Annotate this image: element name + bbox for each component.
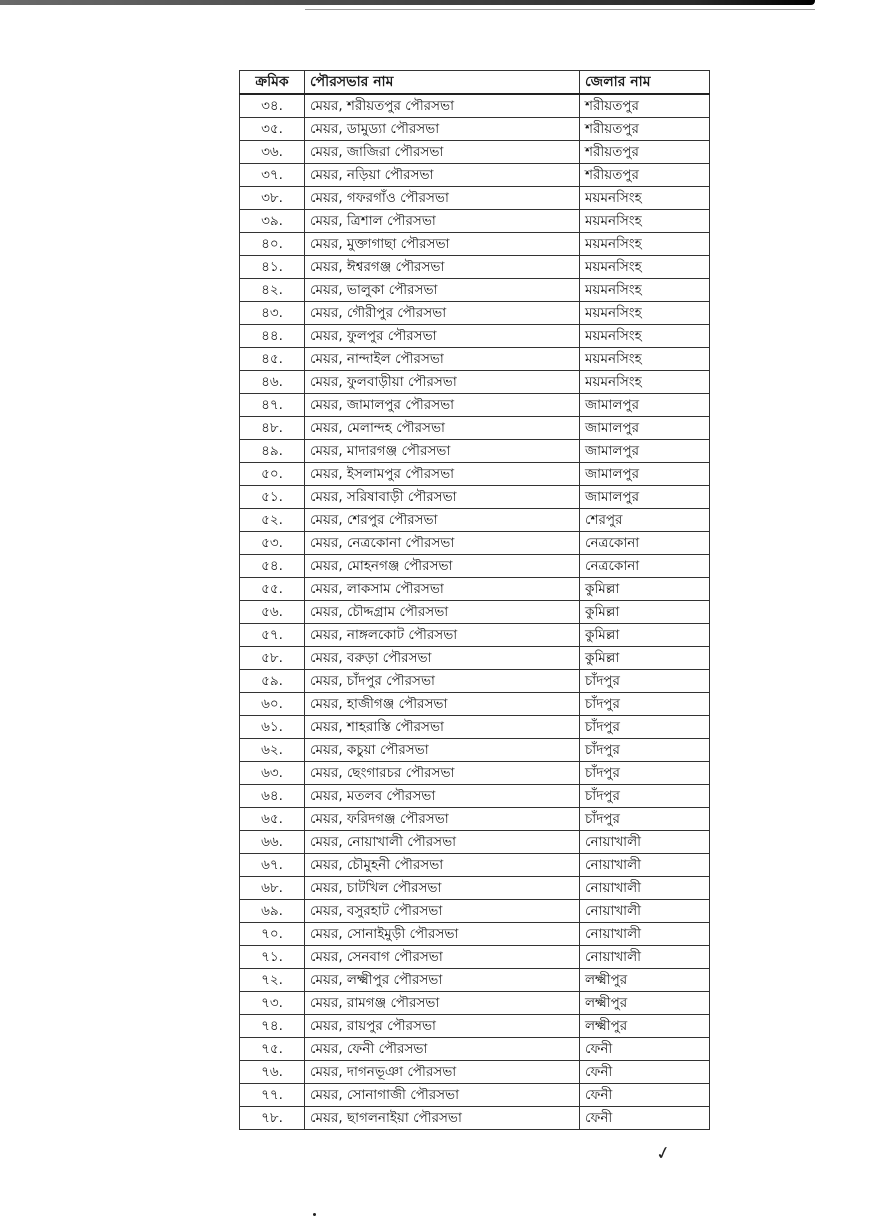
municipality-table — [239, 70, 710, 1130]
row-municipality-name: মেয়র, চৌমুহনী পৌরসভা — [305, 854, 580, 877]
table-row — [240, 94, 710, 118]
table-row — [240, 578, 710, 601]
row-municipality-name: মেয়র, মোহনগঞ্জ পৌরসভা — [305, 555, 580, 578]
row-serial: ৪৭. — [240, 394, 305, 417]
row-serial: ৫৩. — [240, 532, 305, 555]
row-district-name: নোয়াখালী — [580, 923, 710, 946]
row-municipality-name: মেয়র, সরিষাবাড়ী পৌরসভা — [305, 486, 580, 509]
row-district-name: লক্ষ্মীপুর — [580, 969, 710, 992]
row-district-name: ময়মনসিংহ — [580, 279, 710, 302]
row-serial: ৩৬. — [240, 141, 305, 164]
row-serial: ৬৯. — [240, 900, 305, 923]
table-header-row — [240, 71, 710, 95]
row-municipality-name: মেয়র, ফেনী পৌরসভা — [305, 1038, 580, 1061]
row-municipality-name: মেয়র, মেলান্দহ পৌরসভা — [305, 417, 580, 440]
table-row — [240, 831, 710, 854]
table-row — [240, 923, 710, 946]
row-municipality-name: মেয়র, বসুরহাট পৌরসভা — [305, 900, 580, 923]
table-row — [240, 1084, 710, 1107]
row-municipality-name: মেয়র, বরুড়া পৌরসভা — [305, 647, 580, 670]
row-district-name: ময়মনসিংহ — [580, 210, 710, 233]
row-serial: ৪৯. — [240, 440, 305, 463]
row-serial: ৭৩. — [240, 992, 305, 1015]
table-row — [240, 233, 710, 256]
row-municipality-name: মেয়র, চাটখিল পৌরসভা — [305, 877, 580, 900]
row-serial: ৭৭. — [240, 1084, 305, 1107]
table-row — [240, 394, 710, 417]
row-district-name: ময়মনসিংহ — [580, 325, 710, 348]
table-row — [240, 532, 710, 555]
table-row — [240, 1038, 710, 1061]
row-serial: ৬৩. — [240, 762, 305, 785]
row-district-name: জামালপুর — [580, 463, 710, 486]
table-row — [240, 118, 710, 141]
row-municipality-name: মেয়র, সেনবাগ পৌরসভা — [305, 946, 580, 969]
row-serial: ৬৪. — [240, 785, 305, 808]
row-district-name: চাঁদপুর — [580, 693, 710, 716]
table-row — [240, 210, 710, 233]
row-district-name: চাঁদপুর — [580, 808, 710, 831]
row-serial: ৪৪. — [240, 325, 305, 348]
row-municipality-name: মেয়র, শরীয়তপুর পৌরসভা — [305, 94, 580, 118]
table-row — [240, 440, 710, 463]
row-serial: ৫১. — [240, 486, 305, 509]
row-district-name: ফেনী — [580, 1107, 710, 1130]
row-district-name: ময়মনসিংহ — [580, 371, 710, 394]
table-row — [240, 486, 710, 509]
header-municipality-name: পৌরসভার নাম — [305, 71, 580, 95]
row-serial: ৪৩. — [240, 302, 305, 325]
row-municipality-name: মেয়র, দাগনভূঞা পৌরসভা — [305, 1061, 580, 1084]
row-serial: ৬৫. — [240, 808, 305, 831]
row-district-name: শরীয়তপুর — [580, 94, 710, 118]
table-row — [240, 670, 710, 693]
row-serial: ৪১. — [240, 256, 305, 279]
row-district-name: জামালপুর — [580, 394, 710, 417]
row-district-name: শেরপুর — [580, 509, 710, 532]
table-row — [240, 509, 710, 532]
row-district-name: জামালপুর — [580, 440, 710, 463]
row-municipality-name: মেয়র, মাদারগঞ্জ পৌরসভা — [305, 440, 580, 463]
row-serial: ৭৪. — [240, 1015, 305, 1038]
row-district-name: চাঁদপুর — [580, 762, 710, 785]
table-row — [240, 141, 710, 164]
row-serial: ৩৮. — [240, 187, 305, 210]
table-row — [240, 601, 710, 624]
row-serial: ৫৮. — [240, 647, 305, 670]
row-municipality-name: মেয়র, গফরগাঁও পৌরসভা — [305, 187, 580, 210]
table-row — [240, 417, 710, 440]
table-row — [240, 325, 710, 348]
row-district-name: নেত্রকোনা — [580, 555, 710, 578]
row-serial: ৩৫. — [240, 118, 305, 141]
row-municipality-name: মেয়র, ঈশ্বরগঞ্জ পৌরসভা — [305, 256, 580, 279]
table-row — [240, 348, 710, 371]
row-serial: ৪৫. — [240, 348, 305, 371]
row-municipality-name: মেয়র, মুক্তাগাছা পৌরসভা — [305, 233, 580, 256]
row-district-name: নোয়াখালী — [580, 854, 710, 877]
table-row — [240, 463, 710, 486]
table-row — [240, 716, 710, 739]
row-district-name: ময়মনসিংহ — [580, 233, 710, 256]
row-district-name: নোয়াখালী — [580, 946, 710, 969]
row-serial: ৭০. — [240, 923, 305, 946]
row-district-name: জামালপুর — [580, 486, 710, 509]
table-row — [240, 624, 710, 647]
row-municipality-name: মেয়র, নেত্রকোনা পৌরসভা — [305, 532, 580, 555]
row-serial: ৫০. — [240, 463, 305, 486]
row-municipality-name: মেয়র, হাজীগঞ্জ পৌরসভা — [305, 693, 580, 716]
row-municipality-name: মেয়র, নড়িয়া পৌরসভা — [305, 164, 580, 187]
row-serial: ৭২. — [240, 969, 305, 992]
top-thin-rule — [305, 9, 815, 10]
row-serial: ৩৭. — [240, 164, 305, 187]
row-serial: ৫৬. — [240, 601, 305, 624]
table-row — [240, 555, 710, 578]
row-serial: ৪০. — [240, 233, 305, 256]
row-district-name: শরীয়তপুর — [580, 141, 710, 164]
table-row — [240, 693, 710, 716]
row-serial: ৫৯. — [240, 670, 305, 693]
row-serial: ৫৪. — [240, 555, 305, 578]
row-municipality-name: মেয়র, ইসলামপুর পৌরসভা — [305, 463, 580, 486]
table-row — [240, 256, 710, 279]
row-district-name: লক্ষ্মীপুর — [580, 1015, 710, 1038]
table-row — [240, 992, 710, 1015]
row-district-name: কুমিল্লা — [580, 647, 710, 670]
row-municipality-name: মেয়র, কচুয়া পৌরসভা — [305, 739, 580, 762]
row-district-name: নেত্রকোনা — [580, 532, 710, 555]
row-district-name: কুমিল্লা — [580, 624, 710, 647]
row-serial: ৬২. — [240, 739, 305, 762]
row-municipality-name: মেয়র, নাঙ্গলকোট পৌরসভা — [305, 624, 580, 647]
table-row — [240, 808, 710, 831]
row-municipality-name: মেয়র, রায়পুর পৌরসভা — [305, 1015, 580, 1038]
row-municipality-name: মেয়র, চৌদ্দগ্রাম পৌরসভা — [305, 601, 580, 624]
table-row — [240, 302, 710, 325]
row-municipality-name: মেয়র, ফুলপুর পৌরসভা — [305, 325, 580, 348]
table-row — [240, 785, 710, 808]
row-municipality-name: মেয়র, ফুলবাড়ীয়া পৌরসভা — [305, 371, 580, 394]
row-district-name: নোয়াখালী — [580, 900, 710, 923]
row-district-name: চাঁদপুর — [580, 670, 710, 693]
row-serial: ৭৫. — [240, 1038, 305, 1061]
table-row — [240, 946, 710, 969]
tick-mark: ✓ — [653, 1141, 674, 1166]
row-municipality-name: মেয়র, লক্ষ্মীপুর পৌরসভা — [305, 969, 580, 992]
row-district-name: শরীয়তপুর — [580, 164, 710, 187]
row-municipality-name: মেয়র, ডামুড্যা পৌরসভা — [305, 118, 580, 141]
row-district-name: নোয়াখালী — [580, 831, 710, 854]
row-serial: ৬০. — [240, 693, 305, 716]
table-row — [240, 187, 710, 210]
row-serial: ৭৬. — [240, 1061, 305, 1084]
table-row — [240, 164, 710, 187]
row-serial: ৬৬. — [240, 831, 305, 854]
table-row — [240, 1107, 710, 1130]
row-municipality-name: মেয়র, ফরিদগঞ্জ পৌরসভা — [305, 808, 580, 831]
table-row — [240, 739, 710, 762]
row-district-name: ময়মনসিংহ — [580, 348, 710, 371]
row-serial: ৩৯. — [240, 210, 305, 233]
row-municipality-name: মেয়র, চাঁদপুর পৌরসভা — [305, 670, 580, 693]
row-serial: ৪৬. — [240, 371, 305, 394]
dot-mark — [313, 1213, 316, 1216]
row-municipality-name: মেয়র, শাহরাস্তি পৌরসভা — [305, 716, 580, 739]
table-row — [240, 1015, 710, 1038]
row-district-name: লক্ষ্মীপুর — [580, 992, 710, 1015]
row-serial: ৫২. — [240, 509, 305, 532]
row-municipality-name: মেয়র, ভালুকা পৌরসভা — [305, 279, 580, 302]
header-district-name: জেলার নাম — [580, 71, 710, 95]
row-serial: ৬৭. — [240, 854, 305, 877]
row-district-name: জামালপুর — [580, 417, 710, 440]
row-district-name: ফেনী — [580, 1084, 710, 1107]
table-row — [240, 279, 710, 302]
row-municipality-name: মেয়র, শেরপুর পৌরসভা — [305, 509, 580, 532]
row-serial: ৪২. — [240, 279, 305, 302]
row-municipality-name: মেয়র, লাকসাম পৌরসভা — [305, 578, 580, 601]
row-serial: ৭১. — [240, 946, 305, 969]
table-row — [240, 877, 710, 900]
row-district-name: চাঁদপুর — [580, 785, 710, 808]
row-district-name: শরীয়তপুর — [580, 118, 710, 141]
table-row — [240, 371, 710, 394]
row-district-name: কুমিল্লা — [580, 601, 710, 624]
row-serial: ৬১. — [240, 716, 305, 739]
row-district-name: কুমিল্লা — [580, 578, 710, 601]
row-district-name: চাঁদপুর — [580, 739, 710, 762]
row-serial: ৫৭. — [240, 624, 305, 647]
row-municipality-name: মেয়র, রামগঞ্জ পৌরসভা — [305, 992, 580, 1015]
row-district-name: ময়মনসিংহ — [580, 302, 710, 325]
table-row — [240, 969, 710, 992]
row-serial: ৪৮. — [240, 417, 305, 440]
table-row — [240, 1061, 710, 1084]
row-serial: ৫৫. — [240, 578, 305, 601]
row-municipality-name: মেয়র, মতলব পৌরসভা — [305, 785, 580, 808]
row-serial: ৬৮. — [240, 877, 305, 900]
top-border-rule — [0, 0, 815, 5]
row-municipality-name: মেয়র, সোনাইমুড়ী পৌরসভা — [305, 923, 580, 946]
row-municipality-name: মেয়র, ত্রিশাল পৌরসভা — [305, 210, 580, 233]
row-municipality-name: মেয়র, ছাগলনাইয়া পৌরসভা — [305, 1107, 580, 1130]
row-municipality-name: মেয়র, নোয়াখালী পৌরসভা — [305, 831, 580, 854]
row-district-name: ফেনী — [580, 1038, 710, 1061]
row-district-name: চাঁদপুর — [580, 716, 710, 739]
row-district-name: নোয়াখালী — [580, 877, 710, 900]
row-serial: ৩৪. — [240, 94, 305, 118]
row-municipality-name: মেয়র, ছেংগারচর পৌরসভা — [305, 762, 580, 785]
row-serial: ৭৮. — [240, 1107, 305, 1130]
row-district-name: ফেনী — [580, 1061, 710, 1084]
row-district-name: ময়মনসিংহ — [580, 187, 710, 210]
row-municipality-name: মেয়র, সোনাগাজী পৌরসভা — [305, 1084, 580, 1107]
row-district-name: ময়মনসিংহ — [580, 256, 710, 279]
table-row — [240, 647, 710, 670]
table-row — [240, 762, 710, 785]
table-row — [240, 854, 710, 877]
row-municipality-name: মেয়র, জাজিরা পৌরসভা — [305, 141, 580, 164]
table-row — [240, 900, 710, 923]
header-serial: ক্রমিক — [240, 71, 305, 95]
table-body — [240, 94, 710, 1130]
row-municipality-name: মেয়র, জামালপুর পৌরসভা — [305, 394, 580, 417]
row-municipality-name: মেয়র, গৌরীপুর পৌরসভা — [305, 302, 580, 325]
row-municipality-name: মেয়র, নান্দাইল পৌরসভা — [305, 348, 580, 371]
